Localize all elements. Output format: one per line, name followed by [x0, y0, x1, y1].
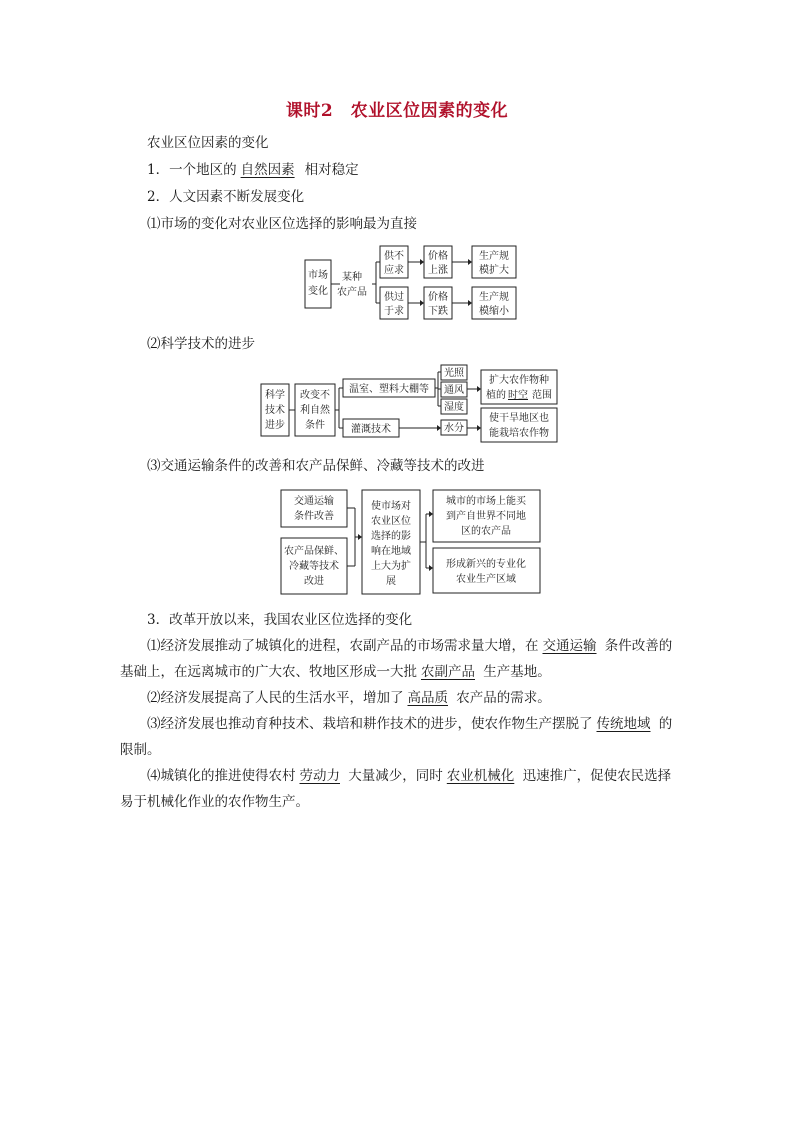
item-3: 3．改革开放以来，我国农业区位选择的变化: [147, 612, 413, 628]
diagram-label: 模扩大: [479, 265, 509, 276]
diagram-label: 供不: [384, 251, 404, 262]
fill-blank: 传统地域: [596, 716, 651, 732]
paragraph-2: [120, 685, 680, 711]
fill-blank: 农业机械化: [446, 768, 515, 784]
technology-diagram: [258, 362, 563, 444]
diagram-label: 使市场对: [371, 501, 411, 512]
diagram-label: 进步: [265, 420, 285, 431]
diagram-label: 选择的影: [371, 531, 411, 542]
diagram-label: 科学: [265, 390, 285, 401]
diagram-label: 改变不: [300, 390, 330, 401]
diagram-label: 冷藏等技术: [289, 561, 339, 572]
item-2: 2．人文因素不断发展变化: [147, 189, 305, 205]
paragraph-text: ⑶经济发展也推动育种技术、栽培和耕作技术的进步，使农作物生产摆脱了: [147, 716, 593, 732]
paragraph-block: [120, 633, 680, 815]
diagram-label: 城市的市场上能买: [446, 496, 526, 507]
diagram-label: 范围: [532, 390, 552, 401]
diagram-label: 改进: [304, 576, 324, 587]
diagram-label: 交通运输: [294, 496, 334, 507]
diagram-label: 生产规: [479, 292, 509, 303]
paragraph-text: 大量减少，同时: [348, 768, 443, 784]
diagram-label: 能栽培农作物: [489, 428, 549, 439]
diagram-label: 条件: [305, 420, 325, 431]
item-1: [147, 160, 359, 180]
paragraph-text: ⑵经济发展提高了人民的生活水平，增加了: [147, 690, 404, 706]
paragraph-1: [120, 633, 680, 685]
paragraph-4: [120, 763, 680, 815]
diagram-label: 形成新兴的专业化: [446, 559, 526, 570]
diagram-label: 湿度: [444, 402, 464, 413]
diagram-label: 水分: [444, 423, 464, 434]
diagram-label: 到产自世界不同地: [446, 511, 526, 522]
subitem-1: ⑴市场的变化对农业区位选择的影响最为直接: [147, 216, 417, 232]
diagram-label: 农产品保鲜、: [284, 546, 344, 557]
fill-blank: 交通运输: [542, 638, 597, 654]
fill-blank: 劳动力: [299, 768, 340, 784]
diagram-label: 展: [386, 576, 396, 587]
diagram-label: 于求: [384, 306, 404, 317]
paragraph-text: 迅速推广，促使农民选择易于机械化作业的农作物生产。: [120, 768, 672, 810]
paragraph-text: 生产基地。: [483, 664, 551, 680]
item-1-text: 1．一个地区的: [147, 162, 237, 178]
paragraph-text: 农产品的需求。: [456, 690, 551, 706]
diagram-label: 价格: [428, 292, 448, 303]
diagram-label: 生产规: [479, 251, 509, 262]
diagram-label: 供过: [384, 292, 404, 303]
diagram-label: 通风: [444, 385, 464, 396]
paragraph-text: 条件改善的基础上，在远离城市的广大农、牧地区形成一大批: [120, 638, 673, 680]
diagram-label: 下跌: [428, 306, 448, 317]
paragraph-text: 的限制。: [120, 716, 673, 758]
paragraph-text: ⑴经济发展推动了城镇化的进程，农副产品的市场需求量大增，在: [147, 638, 539, 654]
diagram-label: 技术: [265, 405, 285, 416]
subitem-3: ⑶交通运输条件的改善和农产品保鲜、冷藏等技术的改进: [147, 458, 485, 474]
diagram-label: 某种: [342, 272, 362, 283]
diagram-label: 市场: [308, 270, 328, 281]
diagram-label: 使干旱地区也: [489, 413, 549, 424]
diagram-label: 灌溉技术: [351, 424, 391, 435]
diagram-label: 模缩小: [479, 306, 509, 317]
market-diagram: [300, 240, 530, 320]
diagram-label: 条件改善: [294, 511, 334, 522]
item-1-text: 相对稳定: [304, 162, 359, 178]
fill-blank: 自然因素: [240, 162, 295, 178]
diagram-label: 温室、塑料大棚等: [349, 384, 429, 395]
paragraph-text: ⑷城镇化的推进使得农村: [147, 768, 296, 784]
diagram-label: 价格: [428, 251, 448, 262]
diagram-label: 变化: [308, 286, 328, 297]
diagram-label: 上大为扩: [371, 561, 411, 572]
diagram-label: 响在地域: [371, 546, 411, 557]
diagram-label: 农业生产区域: [456, 574, 516, 585]
diagram-label: 光照: [444, 368, 464, 379]
diagram-label: 扩大农作物种: [489, 375, 549, 386]
diagram-label: 农产品: [337, 287, 367, 298]
fill-blank: 高品质: [407, 690, 448, 706]
diagram-label: 区的农产品: [461, 526, 511, 537]
page-title: 课时2 农业区位因素的变化: [285, 101, 509, 121]
paragraph-3: [120, 711, 680, 763]
section-heading: 农业区位因素的变化: [147, 135, 269, 151]
diagram-label: 应求: [384, 265, 404, 276]
diagram-label: 农业区位: [371, 516, 411, 527]
diagram-label: 上涨: [428, 265, 448, 276]
diagram-label: 利自然: [300, 405, 330, 416]
subitem-2: ⑵科学技术的进步: [147, 336, 255, 352]
fill-blank: 时空: [508, 390, 528, 401]
diagram-label: 植的: [486, 390, 506, 401]
transport-diagram: [278, 486, 546, 598]
fill-blank: 农副产品: [421, 664, 475, 680]
